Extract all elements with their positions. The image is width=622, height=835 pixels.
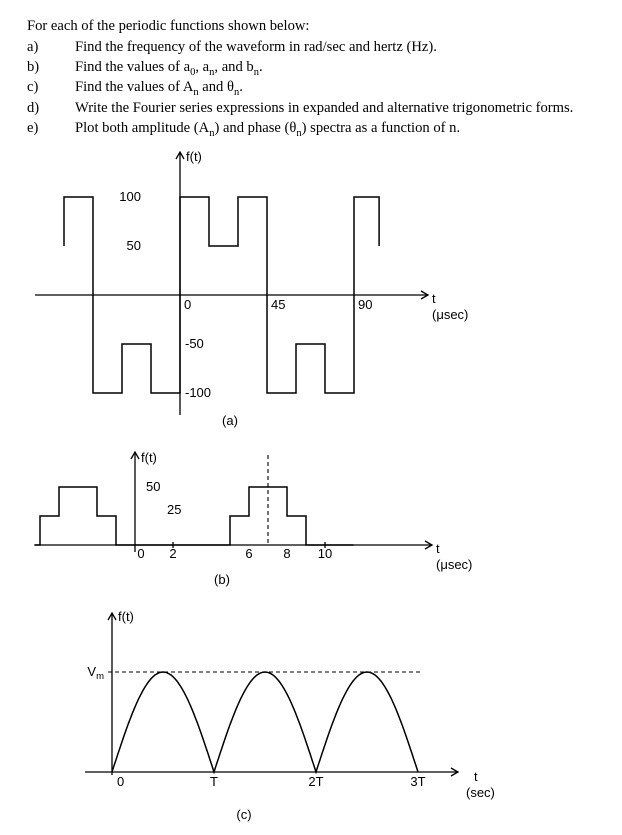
x-tick-label: 45 [271, 297, 286, 312]
y-axis-title: f(t) [141, 450, 157, 465]
task-item-a [27, 37, 573, 57]
amplitude-label: $V_m$ [87, 664, 104, 682]
x-tick-label: 6 [245, 546, 253, 561]
y-axis-title: f(t) [118, 609, 134, 624]
figure-caption: (b) [214, 572, 230, 587]
figure-caption: (c) [236, 807, 252, 822]
task-text: Find the values of $A_n$ and $\theta_n$. [75, 79, 243, 99]
task-item-e [27, 118, 573, 138]
x-axis-title: t [474, 769, 478, 784]
y-tick-label: -50 [185, 336, 204, 351]
x-tick-label: 90 [358, 297, 373, 312]
task-label: d) [27, 99, 40, 116]
y-tick-label: 50 [126, 238, 141, 253]
x-axis-title: t [436, 541, 440, 556]
task-list [27, 37, 573, 138]
task-label: b) [27, 59, 40, 76]
figure-caption: (a) [222, 413, 238, 428]
task-item-b [27, 57, 573, 77]
waveform-trace-b [34, 487, 353, 545]
x-tick-label: 2T [308, 774, 324, 789]
x-axis-unit: (sec) [466, 785, 495, 800]
task-text: Plot both amplitude $(A_n)$ and phase $(\theta_n)$ spectra as a function of n. [75, 119, 461, 139]
task-text: Find the frequency of the waveform in rad/sec and hertz (Hz). [75, 39, 437, 55]
task-item-c [27, 77, 573, 97]
figure-a-waveform [25, 140, 480, 435]
x-tick-label: 2 [169, 546, 177, 561]
x-tick-label: 10 [317, 546, 333, 561]
waveform-trace-c [112, 672, 418, 772]
x-axis-unit: (μsec) [432, 307, 469, 322]
y-tick-label: 25 [167, 502, 182, 517]
x-axis-unit: (μsec) [436, 557, 473, 572]
task-label: e) [27, 119, 39, 136]
task-item-d [27, 98, 573, 118]
figure-c-waveform [60, 605, 505, 825]
task-label: a) [27, 39, 39, 55]
task-label: c) [27, 79, 39, 96]
task-text: Write the Fourier series expressions in expanded and alternative trigonometric forms. [75, 99, 574, 116]
figure-b-waveform [25, 445, 480, 590]
x-axis-title: t [432, 291, 436, 306]
x-tick-label: 8 [283, 546, 291, 561]
y-tick-label: -100 [185, 385, 212, 400]
task-text: Find the values of $a_0$, $a_n$, and $b_n$. [75, 59, 263, 79]
y-tick-label: 100 [119, 189, 141, 204]
x-tick-label: 0 [117, 774, 125, 789]
x-tick-label: T [210, 774, 218, 789]
intro-text: For each of the periodic functions shown below: [27, 17, 310, 34]
y-axis-title: f(t) [186, 149, 202, 164]
x-tick-label: 3T [410, 774, 426, 789]
x-tick-label: 0 [184, 297, 192, 312]
x-tick-label: 0 [137, 546, 145, 561]
y-tick-label: 50 [146, 479, 161, 494]
